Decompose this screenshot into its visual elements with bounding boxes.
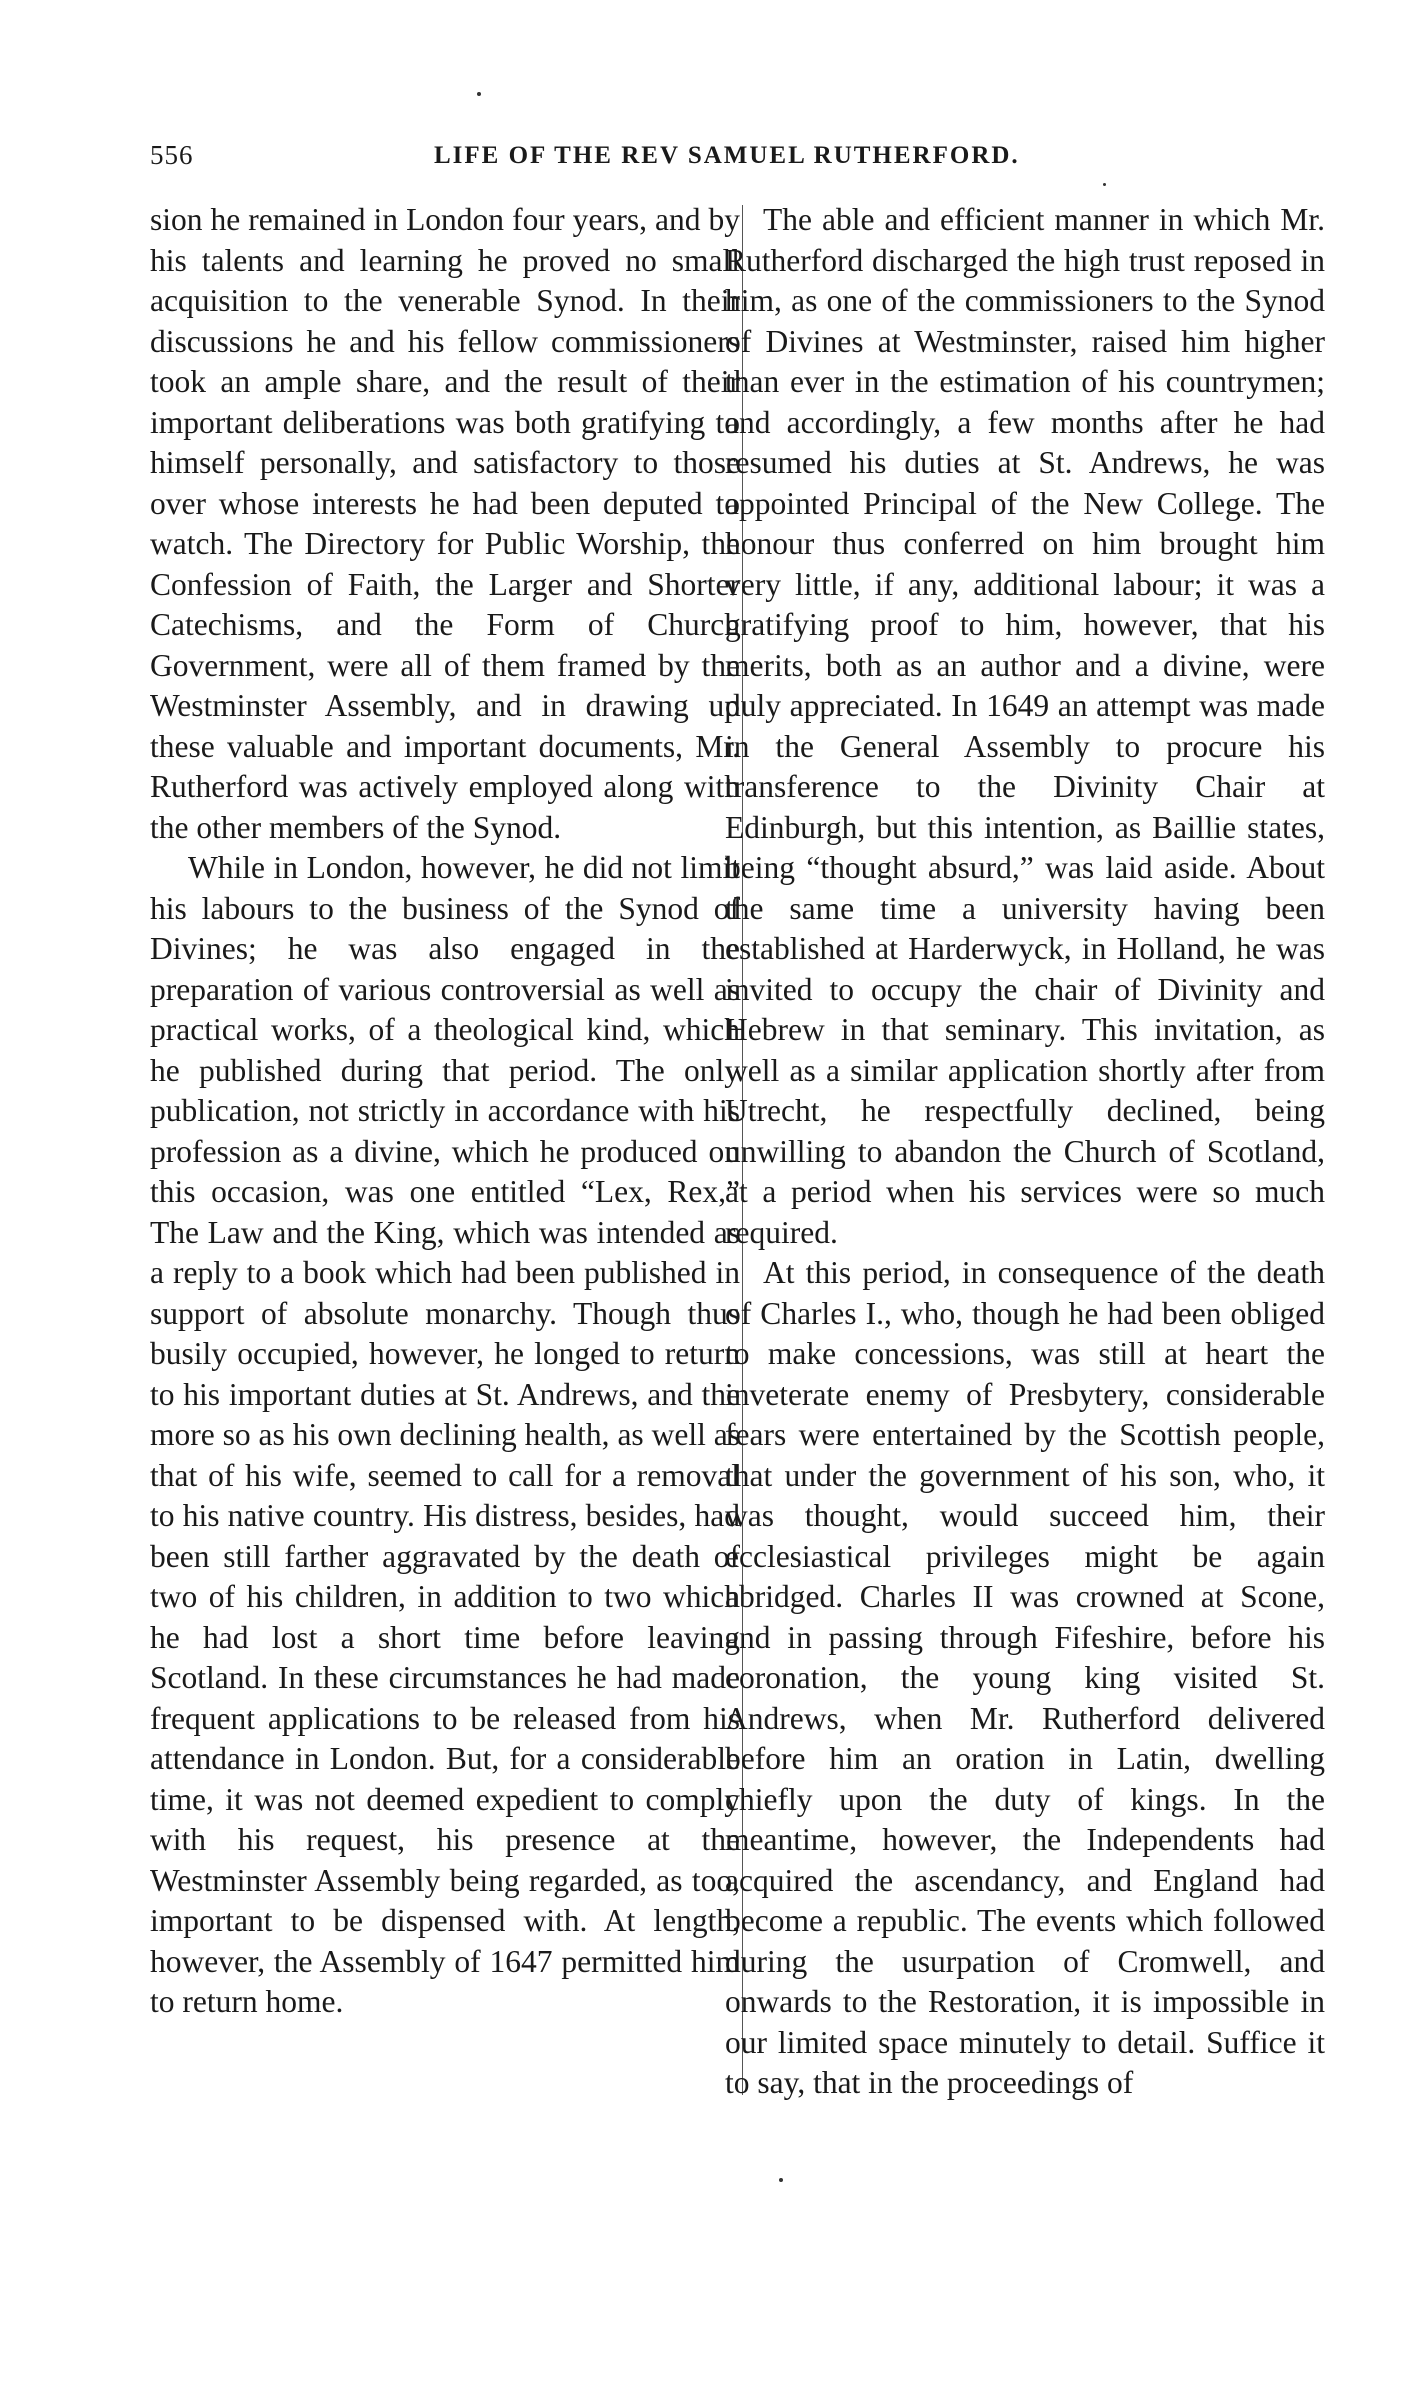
ink-speck [779, 2178, 783, 2182]
paragraph: The able and efficient manner in which Mr. Rutherford discharged the high trust reposed in him, as one of the commissioners to the Synod of Divines at Westminster, raised him higher than ever in the estimation of his countrymen; and accordingly, a few months after he had resumed his duties at St. Andrews, he was appointed Principal of the New College. The honour thus conferred on him brought him very little, if any, additional labour; it was a gratifying proof to him, however, that his merits, both as an author and a divine, were duly appreciated. In 1649 an attempt was made in the General Assembly to procure his transference to the Divinity Chair at Edinburgh, but this intention, as Baillie states, being “thought absurd,” was laid aside. About the same time a university having been established at Harderwyck, in Holland, he was invited to occupy the chair of Divinity and Hebrew in that seminary. This invitation, as well as a similar application shortly after from Utrecht, he respectfully declined, being unwilling to abandon the Church of Scotland, at a period when his services were so much required. [725, 202, 1325, 1250]
left-column [150, 200, 740, 2023]
ink-speck [477, 92, 481, 96]
page-header [150, 140, 1330, 180]
paragraph: At this period, in consequence of the death of Charles I., who, though he had been obliged to make concessions, was still at heart the inveterate enemy of Presbytery, considerable fears were entertained by the Scottish people, that under the government of his son, who, it was thought, would succeed him, their ecclesiastical privileges might be again abridged. Charles II was crowned at Scone, and in passing through Fifeshire, before his coronation, the young king visited St. Andrews, when Mr. Rutherford delivered before him an oration in Latin, dwelling chiefly upon the duty of kings. In the meantime, however, the Independents had acquired the ascendancy, and England had become a republic. The events which followed during the usurpation of Cromwell, and onwards to the Restoration, it is impossible in our limited space minutely to detail. Suffice it to say, that in the proceedings of [725, 1255, 1325, 2100]
page-number: 556 [150, 140, 194, 170]
paragraph: sion he remained in London four years, and by his talents and learning he proved no small acquisition to the venerable Synod. In their discussions he and his fellow commissioners took an ample share, and the result of their important deliberations was both gratifying to himself personally, and satisfactory to those over whose interests he had been deputed to watch. The Directory for Public Worship, the Confession of Faith, the Larger and Shorter Catechisms, and the Form of Church Government, were all of them framed by the Westminster Assembly, and in drawing up these valuable and important documents, Mr. Rutherford was actively employed along with the other members of the Synod. [150, 202, 740, 845]
paragraph: While in London, however, he did not limit his labours to the business of the Synod of Divines; he was also engaged in the preparation of various controversial as well as practical works, of a theological kind, which he published during that period. The only publication, not strictly in accordance with his profession as a divine, which he produced on this occasion, was one entitled “Lex, Rex,” The Law and the King, which was intended as a reply to a book which had been published in support of absolute monarchy. Though thus busily occupied, however, he longed to return to his important duties at St. Andrews, and the more so as his own declining health, as well as that of his wife, seemed to call for a removal to his native country. His distress, besides, had been still farther aggravated by the death of two of his children, in addition to two which he had lost a short time before leaving Scotland. In these circumstances he had made frequent applications to be released from his attendance in London. But, for a considerable time, it was not deemed expedient to comply with his request, his presence at the Westminster Assembly being regarded, as too, important to be dispensed with. At length, however, the Assembly of 1647 permitted him to return home. [150, 850, 740, 2019]
running-title: LIFE OF THE REV SAMUEL RUTHERFORD. [434, 142, 1020, 169]
right-column [725, 200, 1325, 2104]
ink-speck [1103, 183, 1106, 186]
